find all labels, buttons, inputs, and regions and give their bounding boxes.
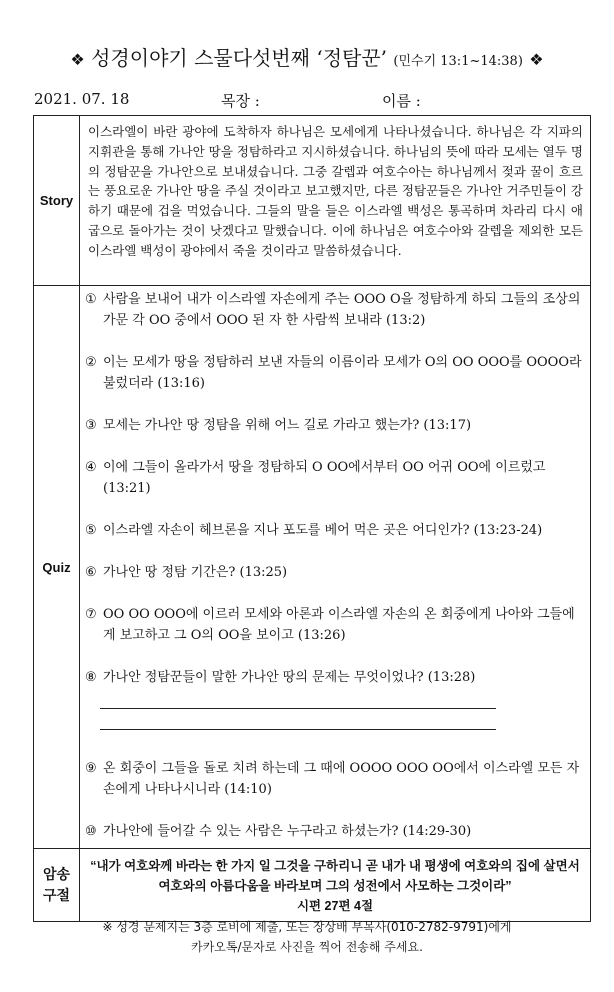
- footer-note: ※ 성경 문제지는 3층 로비에 제출, 또는 장상배 부목사(010-2782-9791)에게 카카오톡/문자로 사진을 찍어 전송해 주세요.: [102, 920, 512, 954]
- worksheet-table: [33, 115, 591, 922]
- worksheet-title: [0, 42, 614, 71]
- date-text: 2021. 07. 18: [34, 90, 130, 108]
- story-label: Story: [34, 116, 80, 286]
- quiz-question: ① 사람을 보내어 내가 이스라엘 자손에게 주는 OOO O을 정탐하게 하되 그들의 조상의 가문 각 OO 중에서 OOO 된 자 한 사람씩 보내라 (13:2): [85, 292, 581, 328]
- story-text: 이스라엘이 바란 광야에 도착하자 하나님은 모세에게 나타나셨습니다. 하나님은 각 지파의 지휘관을 통해 가나안 땅을 정탐하라고 지시하셨습니다. 하나님의 뜻에 따라 모세는 열두 명의 정탐꾼을 가나안으로 보내셨습니다. 그중 갈렙과 여호수아는 하나님께서 젖과 꿀이 흐르는 풍요로운 가나안 땅을 주실 것이라고 보고했지만, 다른 정탐꾼들은 가나안 거주민들이 강하기 때문에 겁을 먹었습니다. 그들의 말을 들은 이스라엘 백성은 통곡하며 차라리 다시 애굽으로 돌아가는 것이 낫겠다고 말했습니다. 이에 하나님은 여호수아와 갈렙을 제외한 모든 이스라엘 백성이 광야에서 죽을 것이라고 말씀하셨습니다.: [88, 124, 583, 258]
- title-text: 성경이야기 스물다섯번째 ‘정탐꾼’: [91, 46, 388, 70]
- diamond-bullet-icon: ❖: [70, 50, 85, 69]
- story-row: [34, 116, 591, 286]
- title-scripture: (민수기 13:1~14:38): [393, 54, 523, 69]
- quiz-label: Quiz: [34, 286, 80, 849]
- quiz-question: ⑦ OO OO OOO에 이르러 모세와 아론과 이스라엘 자손의 온 회중에게 나아와 그들에게 보고하고 그 O의 OO을 보이고 (13:26): [85, 607, 575, 643]
- quiz-question: ⑨ 온 회중이 그들을 돌로 치려 하는데 그 때에 OOOO OOO OO에서 이스라엘 모든 자손에게 나타나시니라 (14:10): [85, 761, 580, 797]
- memory-label: 암송 구절: [34, 849, 80, 922]
- quiz-question: ⑩ 가나안에 들어갈 수 있는 사람은 누구라고 하셨는가? (14:29-30): [85, 824, 472, 839]
- memory-row: [34, 849, 591, 922]
- quiz-list: [80, 286, 590, 848]
- verse-reference: 시편 27편 4절: [296, 899, 374, 913]
- pastor-label: 목장 :: [221, 92, 260, 110]
- quiz-question: ⑤ 이스라엘 자손이 헤브론을 지나 포도를 베어 먹은 곳은 어디인가? (13:23-24): [85, 523, 543, 538]
- quiz-question: ⑧ 가나안 정탐꾼들이 말한 가나안 땅의 문제는 무엇이었나? (13:28): [85, 670, 476, 685]
- quiz-question: ③ 모세는 가나안 땅 정탐을 위해 어느 길로 가라고 했는가? (13:17): [85, 418, 472, 433]
- memory-verse: “내가 여호와께 바라는 한 가지 일 그것을 구하리니 곧 내가 내 평생에 여호와의 집에 살면서 여호와의 아름다움을 바라보며 그의 성전에서 사모하는 그것이라” 시편 27편 4절: [80, 849, 590, 921]
- quiz-question: ④ 이에 그들이 올라가서 땅을 정탐하되 O OO에서부터 OO 어귀 OO에 이르렀고 (13:21): [85, 460, 546, 496]
- quiz-question: ② 이는 모세가 땅을 정탐하러 보낸 자들의 이름이라 모세가 O의 OO OOO를 OOOO라 불렀더라 (13:16): [85, 355, 582, 391]
- name-label: 이름 :: [382, 92, 421, 110]
- diamond-bullet-icon: ❖: [529, 50, 544, 69]
- quiz-question: ⑥ 가나안 땅 정탐 기간은? (13:25): [85, 565, 288, 580]
- quiz-row: [34, 286, 591, 849]
- meta-row: [34, 90, 594, 112]
